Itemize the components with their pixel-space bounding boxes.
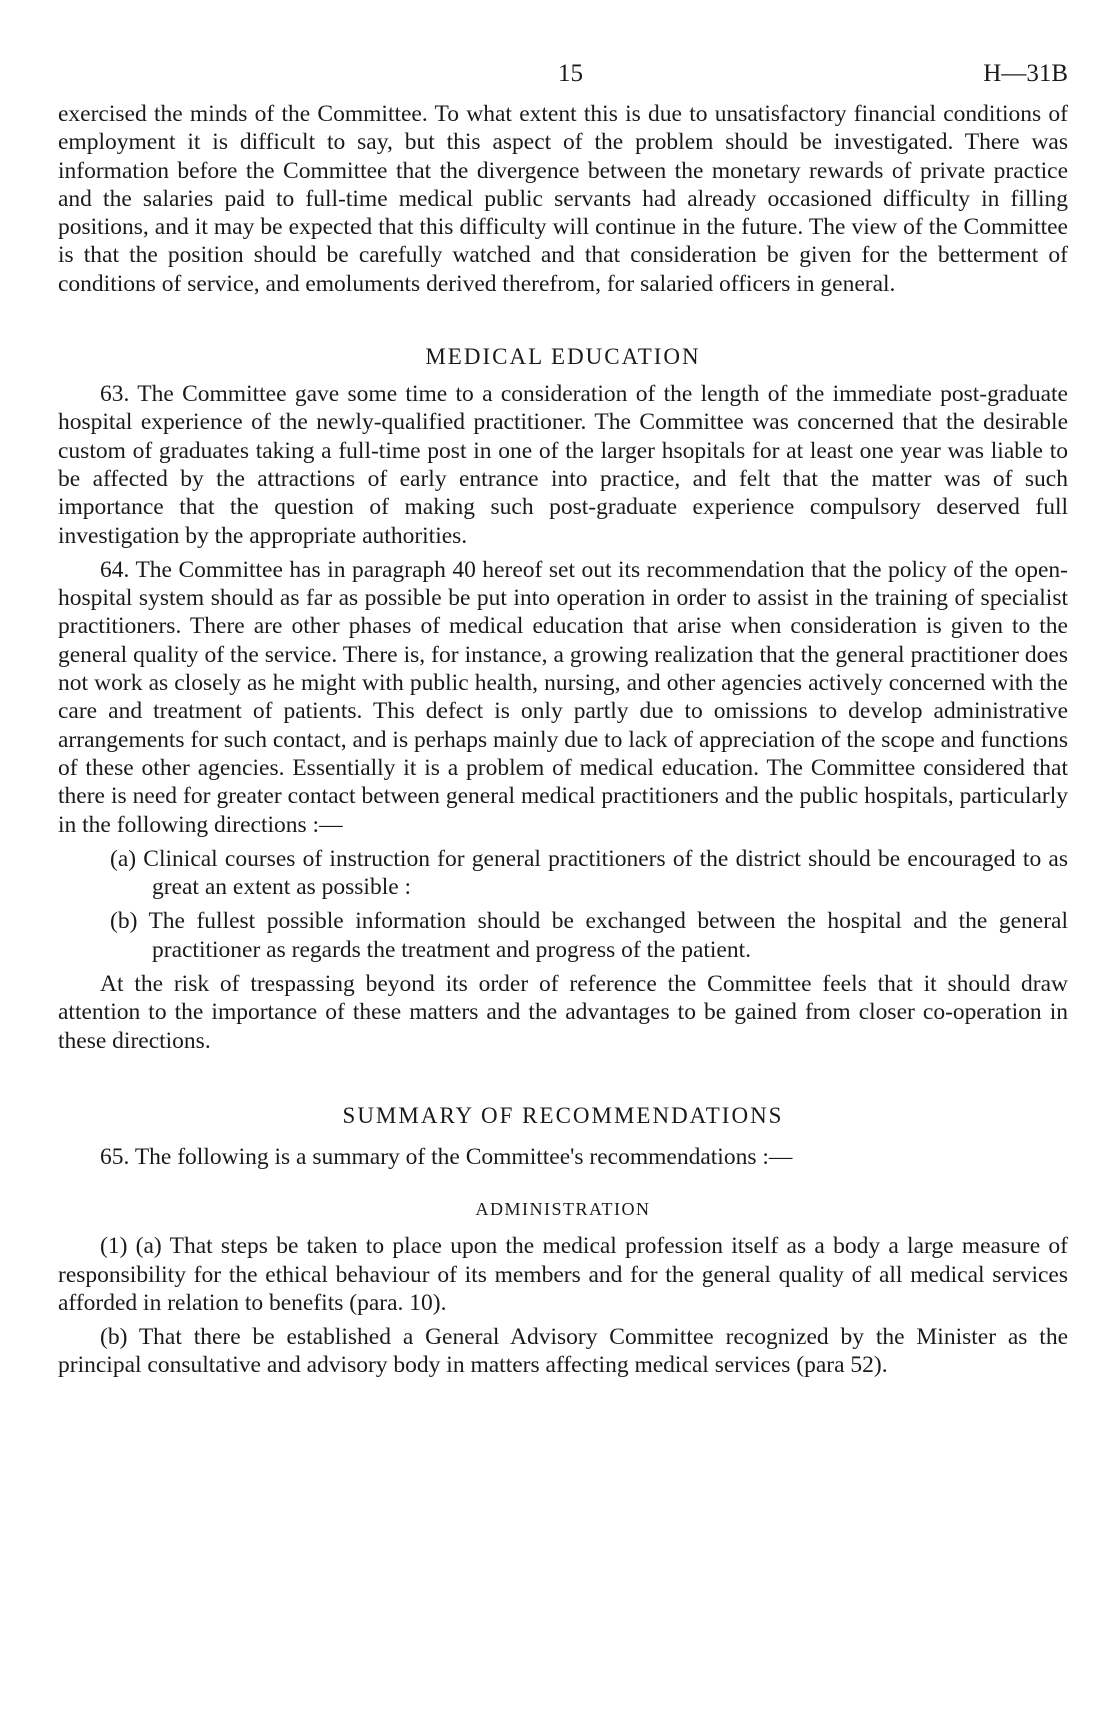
paragraph-65: 65. The following is a summary of the Committee's recommendations :— [100, 1143, 793, 1170]
paragraph-risk: At the risk of trespassing beyond its order of reference the Committee feels that it should draw attention to the importance of these matters and the advantages to be gained from closer co-operation in these directions. [58, 971, 1068, 1054]
heading-summary-of-recommendations: SUMMARY OF RECOMMENDATIONS [342, 1102, 784, 1128]
page-number: 15 [558, 60, 583, 87]
document-reference: H—31B [983, 60, 1068, 87]
heading-medical-education: MEDICAL EDUCATION [425, 344, 701, 370]
page-header [58, 60, 1068, 100]
paragraph-continuation: exercised the minds of the Committee. To what extent this is due to unsatisfactory financial conditions of employment it is difficult to say, but this aspect of the problem should be investigated. There was information before the Committee that the divergence between the monetary rewards of private practice and the salaries paid to full-time medical public servants had already occasioned difficulty in filling positions, and it may be expected that this difficulty will continue in the future. The view of the Committee is that the position should be carefully watched and that consideration be given for the betterment of conditions of service, and emoluments derived therefrom, for salaried officers in general. [58, 101, 1068, 297]
document-page [58, 60, 1068, 1380]
recommendation-1b: (b) That there be established a General Advisory Committee recognized by the Minister as the principal consultative and advisory body in matters affecting medical services (para 52). [58, 1324, 1068, 1379]
paragraph-63: 63. The Committee gave some time to a consideration of the length of the immediate post-graduate hospital experience of the newly-qualified practitioner. The Committee was concerned that the desirable custom of graduates taking a full-time post in one of the larger hsopitals for at least one year was liable to be affected by the attractions of early entrance into practice, and felt that the matter was of such importance that the question of making such post-graduate experience compulsory deserved full investigation by the appropriate authorities. [58, 381, 1068, 549]
list-item-b: (b) The fullest possible information should be exchanged between the hospital and the general practitioner as regards the treatment and progress of the patient. [110, 908, 1068, 963]
recommendation-1a: (1) (a) That steps be taken to place upon the medical profession itself as a body a large measure of responsibility for the ethical behaviour of its members and for the general quality of all medical services afforded in relation to benefits (para. 10). [58, 1233, 1068, 1316]
heading-administration: ADMINISTRATION [475, 1199, 651, 1220]
paragraph-64: 64. The Committee has in paragraph 40 hereof set out its recommendation that the policy of the open-hospital system should as far as possible be put into operation in order to assist in the training of specialist practitioners. There are other phases of medical education that arise when consideration is given to the general quality of the service. There is, for instance, a growing realization that the general practitioner does not work as closely as he might with public health, nursing, and other agencies actively concerned with the care and treatment of patients. This defect is only partly due to omissions to develop administrative arrangements for such contact, and is perhaps mainly due to lack of appreciation of the scope and functions of these other agencies. Essentially it is a problem of medical education. The Committee considered that there is need for greater contact between general medical practitioners and the public hospitals, particularly in the following directions :— [58, 556, 1068, 838]
list-item-a: (a) Clinical courses of instruction for general practitioners of the district should be encouraged to as great an extent as possible : [110, 845, 1068, 901]
